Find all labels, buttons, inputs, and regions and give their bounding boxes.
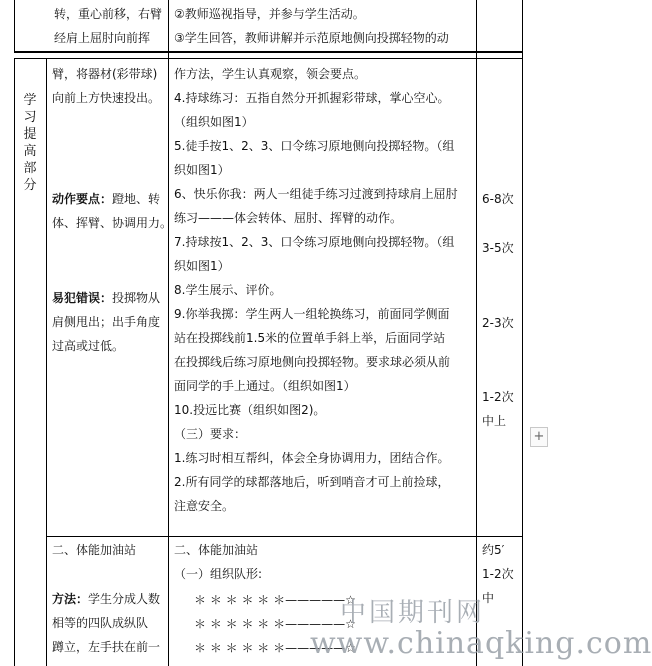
text-line: 体、挥臂、协调用力。 <box>52 216 173 230</box>
row-divider <box>14 58 523 59</box>
count-cell: 6-8次 <box>482 192 514 206</box>
count-cell: 3-5次 <box>482 241 514 255</box>
row-divider <box>46 536 523 537</box>
common-errors <box>52 286 160 358</box>
method-label: 方法： <box>52 592 89 606</box>
text-line: 7.持球按1、2、3、口令练习原地侧向投掷轻物。（组 <box>174 235 455 249</box>
text-line: 注意安全。 <box>174 499 235 513</box>
text-line: 投掷物从 <box>112 291 161 305</box>
text-line: （组织如图1） <box>174 115 254 129</box>
text-line: ③学生回答，教师讲解并示范原地侧向投掷轻物的动 <box>174 31 449 45</box>
column-divider <box>14 59 15 666</box>
middle-content <box>174 62 458 518</box>
text-line: 6、快乐你我：两人一组徒手练习过渡到持球肩上屈肘 <box>174 187 458 201</box>
middle-fitness <box>174 538 262 586</box>
section-label-char: 分 <box>23 178 37 193</box>
middle-fitness-title: 二、体能加油站 <box>174 543 259 557</box>
text-line: 经肩上屈肘向前挥 <box>54 31 151 45</box>
watermark-cn: 中国期刊网 <box>340 598 486 628</box>
common-errors-label: 易犯错误： <box>52 291 113 305</box>
count-cell: 1-2次 中上 <box>482 390 514 428</box>
text-line: （三）要求： <box>174 427 247 441</box>
section-label-char: 高 <box>23 144 37 159</box>
count-cell: 2-3次 <box>482 316 514 330</box>
text-line: 臂，将器材(彩带球) <box>52 67 158 81</box>
text-line: 学生分成人数 <box>88 592 161 606</box>
text-line: 2.所有同学的球都落地后，听到哨音才可上前捡球， <box>174 475 450 489</box>
column-divider <box>46 59 47 666</box>
text-line: 1.练习时相互帮纠，体会全身协调用力，团结合作。 <box>174 451 450 465</box>
expand-button[interactable]: + <box>530 427 548 447</box>
text-line: 站在投掷线前1.5米的位置单手斜上举，后面同学站 <box>174 331 446 345</box>
text-line: 过高或过低。 <box>52 339 125 353</box>
formation-row: ＊ ＊ ＊ ＊ ＊ ＊—————☆ <box>194 641 356 655</box>
text-line: 相等的四队成纵队 <box>52 616 149 630</box>
text-line: 8.学生展示、评价。 <box>174 283 282 297</box>
section-label-char: 学 <box>23 93 37 108</box>
text-line: 10.投远比赛（组织如图2)。 <box>174 403 326 417</box>
section-label-char: 提 <box>23 127 37 142</box>
row-divider <box>14 51 523 53</box>
top-left-cell <box>54 2 162 50</box>
column-divider <box>14 0 15 51</box>
text-line: 5.徒手按1、2、3、口令练习原地侧向投掷轻物。（组 <box>174 139 455 153</box>
text-line: 肩侧甩出；出手角度 <box>52 315 161 329</box>
formation-label: （一）组织队形: <box>174 567 263 581</box>
text-line: 向前上方快速投出。 <box>52 91 161 105</box>
watermark-url: www.chinaqking.com <box>310 626 652 661</box>
section-label <box>22 92 38 194</box>
key-points-label: 动作要点： <box>52 192 113 206</box>
section-label-char: 部 <box>23 161 37 176</box>
formation-row: ＊ ＊ ＊ ＊ ＊ ＊—————☆ <box>194 593 356 607</box>
text-line: 面同学的手上通过。（组织如图1） <box>174 379 356 393</box>
text-line: 织如图1） <box>174 259 230 273</box>
text-line: 蹬地、转 <box>112 192 161 206</box>
text-line: ②教师巡视指导，并参与学生活动。 <box>174 7 365 21</box>
top-middle-cell <box>174 2 449 50</box>
text-line: 蹲立，左手扶在前一 <box>52 640 161 654</box>
method <box>52 587 160 659</box>
text-line: 练习———体会转体、屈肘、挥臂的动作。 <box>174 211 403 225</box>
column-divider <box>522 0 523 666</box>
text-line: 9.你举我掷：学生两人一组轮换练习，前面同学侧面 <box>174 307 450 321</box>
count-cell: 1-2次 中 <box>482 567 514 605</box>
section-label-char: 习 <box>23 110 37 125</box>
text-line: 在投掷线后练习原地侧向投掷轻物。要求球必须从前 <box>174 355 451 369</box>
text-line: 织如图1） <box>174 163 230 177</box>
text-line: 作方法，学生认真观察，领会要点。 <box>174 67 367 81</box>
left-intro <box>52 62 160 110</box>
text-line: 4.持球练习：五指自然分开抓握彩带球，掌心空心。 <box>174 91 450 105</box>
key-points <box>52 187 172 235</box>
text-line: 转，重心前移，右臂 <box>54 7 163 21</box>
column-divider <box>476 0 477 666</box>
count-cell: 约5′ <box>482 543 505 557</box>
formation-row: ＊ ＊ ＊ ＊ ＊ ＊—————☆ <box>194 617 356 631</box>
column-divider <box>168 0 169 666</box>
left-fitness-title: 二、体能加油站 <box>52 543 137 557</box>
